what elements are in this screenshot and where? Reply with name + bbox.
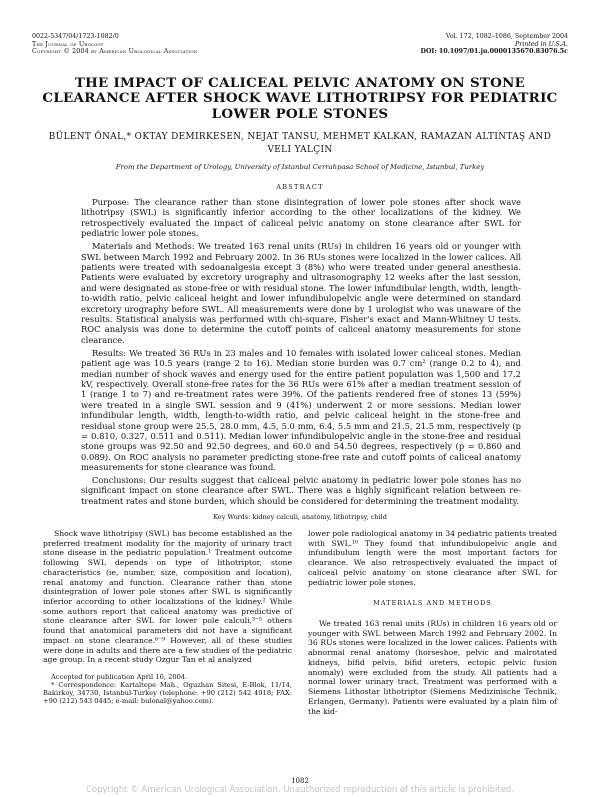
journal-code: 0022-5347/04/1723-1082/0	[32, 33, 119, 40]
body-column-right	[308, 529, 557, 716]
journal-copyright: Copyright © 2004 by American Urological Association	[32, 48, 198, 56]
doi: DOI: 10.1097/01.ju.0000135670.83076.5c	[420, 48, 568, 56]
abstract-results: Results: We treated 36 RUs in 23 males and 10 females with isolated lower caliceal stones. Median patient age was 10.5 years (range 2 to 16). Median stone burden was 0.7 cm² (range 0.2 to 4), and median number of shock waves and energy used for the entire patient population was 1,500 and 17.2 kV, respectively. Overall stone-free rates for the 36 RUs were 61% after a median treatment session of 1 (range 1 to 7) and re-treatment rates were 39%. Of the patients rendered free of stones 13 (59%) were treated in a single SWL session and 9 (41%) underwent 2 or more sessions. Median lower infundibular length, width, length-to-width ratio, and pelvic caliceal height in the stone-free and residual stone group were 25.5, 28.0 mm, 4.5, 5.0 mm, 6.4, 5.5 mm and 21.5, 21.5 mm, respectively (p = 0.810, 0.327, 0.511 and 0.511). Median lower infundibulopelvic angle in the stone-free and residual stone groups was 92.50 and 92.50 degrees, and 60.0 and 54.50 degrees, respectively (p = 0.860 and 0.089). On ROC analysis no parameter predicting stone-free rate and cutoff points of caliceal anatomy measurements for stone clearance was found.	[81, 347, 521, 473]
author-list: BÜLENT ÖNAL,* OKTAY DEMIRKESEN, NEJAT TANSU, MEHMET KALKAN, RAMAZAN ALTINTAŞ AND VELI YALÇIN	[48, 132, 552, 156]
footnotes	[43, 673, 292, 705]
correspondence: * Correspondence: Kartaltepe Mah., Oguzhan Sitesi, E-Blok, 11/14, Bakirkoy, 34730, Istanbul-Turkey (telephone: +90 (212) 542 4918; FAX: +90 (212) 543 0445; e-mail: bulonal@yahoo.com).	[43, 681, 292, 706]
paper-title: THE IMPACT OF CALICEAL PELVIC ANATOMY ON STONE CLEARANCE AFTER SHOCK WAVE LITHOTRIPSY FOR PEDIATRIC LOWER POLE STONES	[42, 75, 558, 122]
abstract-methods: Materials and Methods: We treated 163 renal units (RUs) in children 16 years old or younger with SWL between March 1992 and February 2002. In 36 RUs stones were localized in the lower calices. All patients were treated with sedoanalgesia except 3 (8%) who were treated under general anesthesia. Patients were evaluated by excretory urography and ultrasonography 12 weeks after the last session, and were designated as stone-free or with residual stone. The lower infundibular length, width, length-to-width ratio, pelvic caliceal height and lower infundibulopelvic angle were determined on standard excretory urography before SWL. All measurements were done by 1 urologist who was unaware of the results. Statistical analysis was performed with chi-square, Fisher's exact and Mann-Whitney U tests. ROC analysis was done to determine the cutoff points of caliceal anatomy measurements for stone clearance.	[81, 241, 521, 345]
journal-header-right	[420, 33, 568, 56]
intro-paragraph: Shock wave lithotripsy (SWL) has become established as the preferred treatment modality for the majority of urinary tract stone disease in the pediatric population.¹ Treatment outcome following SWL depends on type of lithotriptor, stone characteristics (ie, number, size, composition and location), renal anatomy and function. Clearance rather than stone disintegration of lower pole stones after SWL is significantly inferior according to other localizations of the kidney.² While some authors report that caliceal anatomy was predictive of stone clearance after SWL for lower pole calculi,³⁻⁵ others found that anatomical parameters did not have a significant impact on stone clearance.⁶⁻⁹ However, all of these studies were done in adults and there are a few studies of the pediatric age group. In a recent study Ozgur Tan et al analyzed	[43, 529, 292, 665]
journal-volume: Vol. 172, 1082–1086, September 2004	[445, 33, 568, 40]
journal-name: The Journal of Urology	[32, 40, 104, 48]
printed-in: Printed in U.S.A.	[514, 40, 568, 48]
abstract-purpose: Purpose: The clearance rather than stone disintegration of lower pole stones after shock wave lithotripsy (SWL) is significantly inferior according to the other localizations of the kidney. We retrospectively evaluated the impact of caliceal pelvic anatomy on stone clearance after SWL for pediatric lower pole stones.	[81, 197, 521, 239]
copyright-watermark: Copyright © American Urological Association. Unauthorized reproduction of this article is prohibited.	[85, 785, 515, 795]
intro-paragraph-continued: lower pole radiological anatomy in 34 pediatric patients treated with SWL.¹⁰ They found that infundibulopelvic angle and infundibulum length were the most important factors for clearance. We also retrospectively evaluated the impact of caliceal pelvic anatomy on stone clearance after SWL for pediatric lower pole stones.	[308, 529, 557, 587]
abstract-conclusions: Conclusions: Our results suggest that caliceal pelvic anatomy in pediatric lower pole stones has no significant impact on stone clearance after SWL. There was a highly significant relation between re-treatment rates and stone burden, which should be considered for determining the treatment modality.	[81, 475, 521, 506]
materials-methods-heading: MATERIALS AND METHODS	[373, 599, 492, 608]
journal-header-left	[32, 33, 198, 56]
page-number: 1082	[291, 777, 309, 785]
keywords: Key Words: kidney calculi, anatomy, lithotripsy, child	[213, 513, 387, 521]
affiliation: From the Department of Urology, University of Istanbul Cerrahpasa School of Medicine, Istanbul, Turkey	[115, 163, 485, 171]
abstract-heading: ABSTRACT	[276, 183, 324, 191]
body-column-left	[43, 529, 292, 665]
abstract-body	[81, 197, 521, 509]
accepted-date: Accepted for publication April 16, 2004.	[51, 673, 188, 681]
methods-paragraph: We treated 163 renal units (RUs) in children 16 years old or younger with SWL between March 1992 and February 2002. In 36 RUs stones were localized in the lower calices. Patients with abnormal renal anatomy (horseshoe, pelvic and malrotated kidneys, bifid pelvis, bifid ureters, ectopic pelvic fusion anomaly) were excluded from the study. All patients had a normal lower urinary tract. Treatment was performed with a Siemens Lithostar lithotriptor (Siemens Medizinische Technik, Erlangen, Germany). Patients were evaluated by a plain film of the kid-	[308, 619, 557, 716]
